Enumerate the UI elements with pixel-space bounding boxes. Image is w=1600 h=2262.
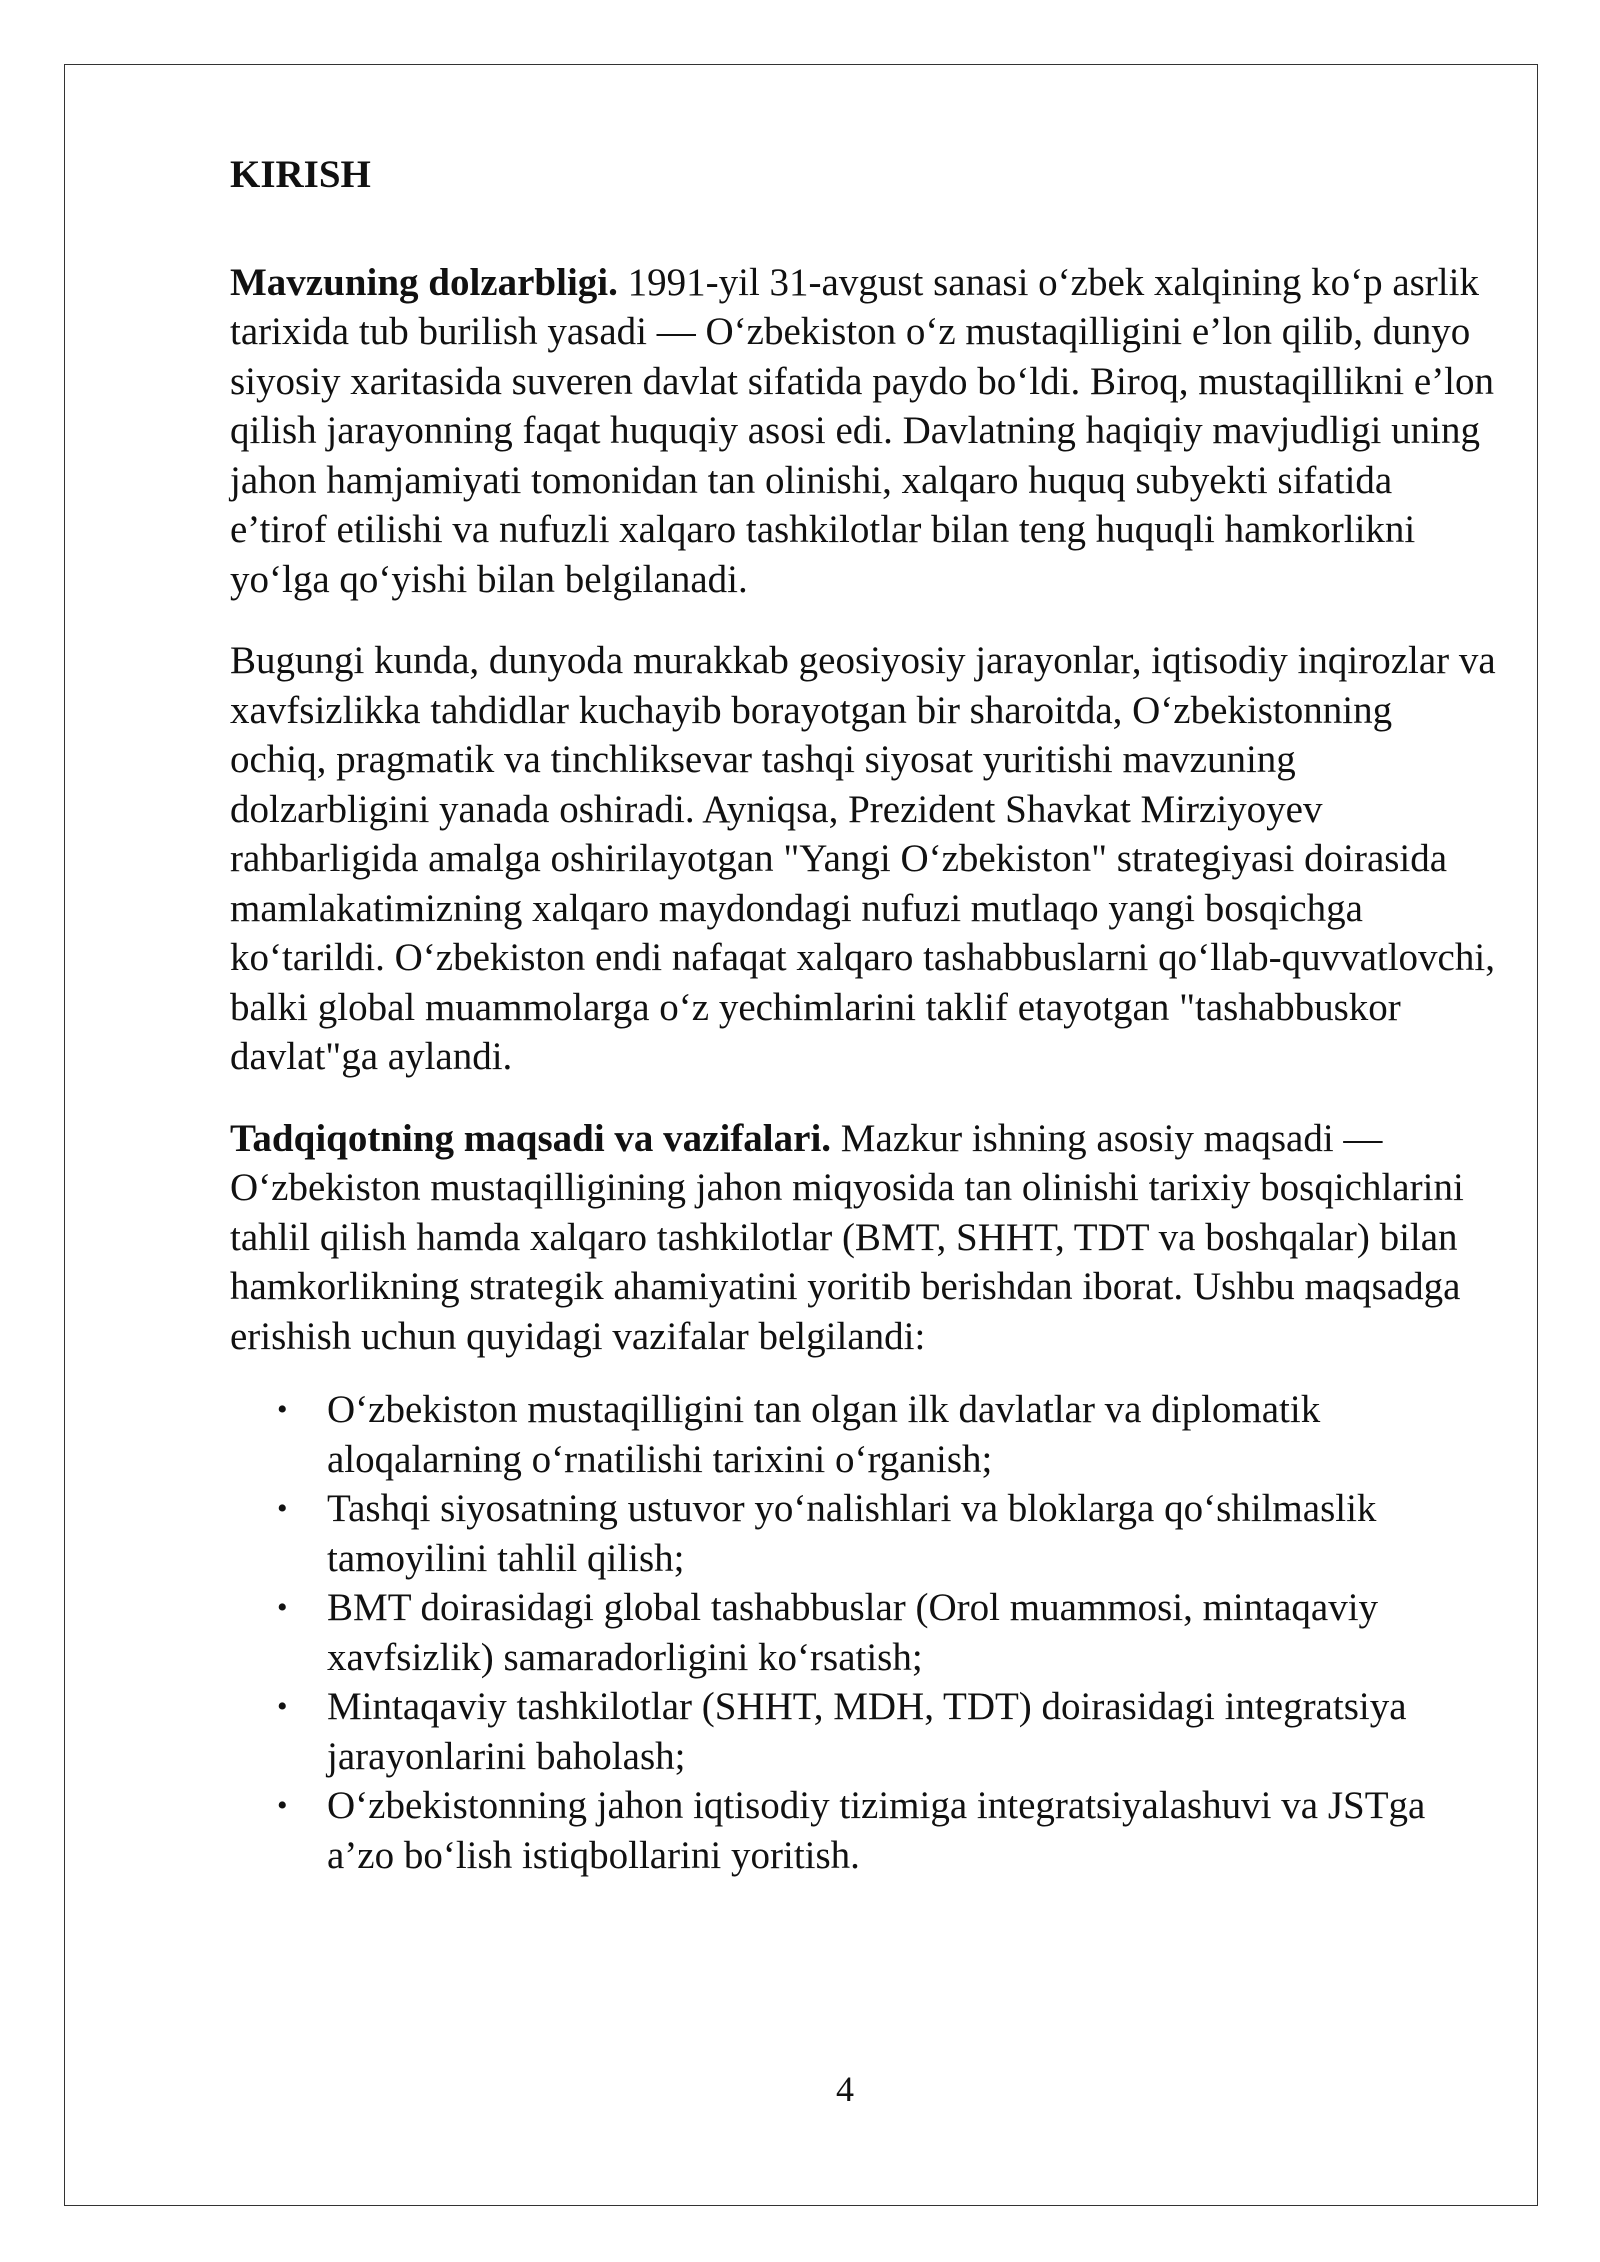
task-list xyxy=(230,1385,1496,1880)
list-item-text: O‘zbekistonning jahon iqtisodiy tizimiga integratsiyalashuvi va JSTga a’zo bo‘lish istiqbollarini yoritish. xyxy=(327,1784,1426,1877)
bullet-icon: • xyxy=(277,1690,288,1723)
section-heading: KIRISH xyxy=(230,153,371,196)
list-item xyxy=(277,1583,1496,1682)
list-item-text: BMT doirasidagi global tashabbuslar (Orol muammosi, mintaqaviy xavfsizlik) samaradorligini ko‘rsatish; xyxy=(327,1586,1379,1679)
paragraph-text: 1991-yil 31-avgust sanasi o‘zbek xalqining ko‘p asrlik tarixida tub burilish yasadi — O‘zbekiston o‘z mustaqilligini e’lon qilib, dunyo siyosiy xaritasida suveren davlat sifatida paydo bo‘ldi. Biroq, mustaqillikni e’lon qilish jarayonning faqat huquqiy asosi edi. Davlatning haqiqiy mavjudligi uning jahon hamjamiyati tomonidan tan olinishi, xalqaro huquq subyekti sifatida e’tirof etilishi va nufuzli xalqaro tashkilotlar bilan teng huquqli hamkorlikni yo‘lga qo‘yishi bilan belgilanadi. xyxy=(230,260,1495,601)
paragraph-text: Bugungi kunda, dunyoda murakkab geosiyosiy jarayonlar, iqtisodiy inqirozlar va xavfsizlikka tahdidlar kuchayib borayotgan bir sharoitda, O‘zbekistonning ochiq, pragmatik va tinchliksevar tashqi siyosat yuritishi mavzuning dolzarbligini yanada oshiradi. Ayniqsa, Prezident Shavkat Mirziyoyev rahbarligida amalga oshirilayotgan "Yangi O‘zbekiston" strategiyasi doirasida mamlakatimizning xalqaro maydondagi nufuzi mutlaqo yangi bosqichga ko‘tarildi. O‘zbekiston endi nafaqat xalqaro tashabbuslarni qo‘llab-quvvatlovchi, balki global muammolarga o‘z yechimlarini taklif etayotgan "tashabbuskor davlat"ga aylandi. xyxy=(230,639,1496,1078)
list-item-text: Tashqi siyosatning ustuvor yo‘nalishlari va bloklarga qo‘shilmaslik tamoyilini tahlil qilish; xyxy=(327,1487,1377,1580)
paragraph-relevance xyxy=(230,258,1496,605)
paragraph-lead: Mavzuning dolzarbligi. xyxy=(230,260,618,304)
page-number: 4 xyxy=(836,2069,854,2109)
bullet-icon: • xyxy=(277,1393,288,1426)
list-item xyxy=(277,1385,1496,1484)
list-item-text: O‘zbekiston mustaqilligini tan olgan ilk davlatlar va diplomatik aloqalarning o‘rnatilishi tarixini o‘rganish; xyxy=(327,1388,1321,1481)
paragraph-lead: Tadqiqotning maqsadi va vazifalari. xyxy=(230,1116,832,1160)
bullet-icon: • xyxy=(277,1492,288,1525)
document-body xyxy=(230,150,1496,1880)
list-item-text: Mintaqaviy tashkilotlar (SHHT, MDH, TDT) doirasidagi integratsiya jarayonlarini baholash; xyxy=(327,1685,1407,1778)
list-item xyxy=(277,1682,1496,1781)
bullet-icon: • xyxy=(277,1789,288,1822)
paragraph-context xyxy=(230,636,1496,1082)
paragraph-goals xyxy=(230,1114,1496,1362)
bullet-icon: • xyxy=(277,1591,288,1624)
paragraph-text: Mazkur ishning asosiy maqsadi — O‘zbekiston mustaqilligining jahon miqyosida tan olinishi tarixiy bosqichlarini tahlil qilish hamda xalqaro tashkilotlar (BMT, SHHT, TDT va boshqalar) bilan hamkorlikning strategik ahamiyatini yoritib berishdan iborat. Ushbu maqsadga erishish uchun quyidagi vazifalar belgilandi: xyxy=(230,1116,1464,1358)
list-item xyxy=(277,1781,1496,1880)
list-item xyxy=(277,1484,1496,1583)
